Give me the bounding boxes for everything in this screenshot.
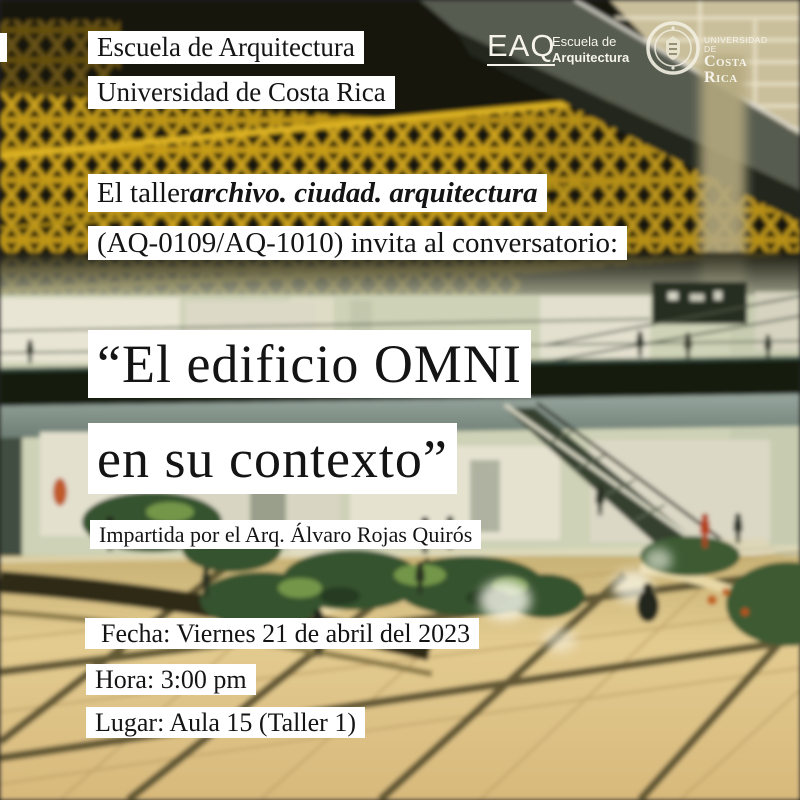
detail-date [85,618,479,649]
speaker-text: Impartida por el Arq. Álvaro Rojas Quirós [99,521,473,547]
event-title-line-2 [88,423,457,494]
detail-place [86,707,365,738]
detail-time-text: Hora: 3:00 pm [95,664,247,694]
eaq-name-line1: Escuela de [552,34,617,49]
intro-line-2 [88,226,627,260]
affiliation-university-text: Universidad de Costa Rica [97,77,386,107]
affiliation-line-1 [88,31,364,64]
ucr-name-line2: Costa Rica [704,53,748,86]
detail-time [86,664,256,695]
left-edge-strip-fragment [0,33,7,62]
intro-line-1 [88,174,547,212]
affiliation-school-text: Escuela de Arquitectura [97,32,355,62]
speaker-line [90,520,481,549]
detail-date-text: Fecha: Viernes 21 de abril del 2023 [101,618,471,648]
eaq-logo [487,30,555,66]
intro-line1-prefix: El taller [97,176,190,209]
intro-line2-text: (AQ-0109/AQ-1010) invita al conversatorio: [97,226,619,259]
ucr-name-line1: UNIVERSIDAD DE [704,35,768,54]
eaq-acronym-text: EAQ [487,28,556,63]
eaq-name-line2: Arquitectura [552,50,630,65]
event-title-line2-text: en su contexto” [97,428,448,489]
event-title-line-1 [88,330,531,398]
detail-place-text: Lugar: Aula 15 (Taller 1) [95,707,356,737]
university-seal-icon [645,20,701,76]
affiliation-line-2 [88,76,395,109]
ucr-wordmark [704,36,768,86]
intro-line1-workshop-name: archivo. ciudad. arquitectura [189,176,538,209]
event-title-line1-text: “El edificio OMNI [97,334,522,394]
eaq-wordmark [552,34,629,66]
